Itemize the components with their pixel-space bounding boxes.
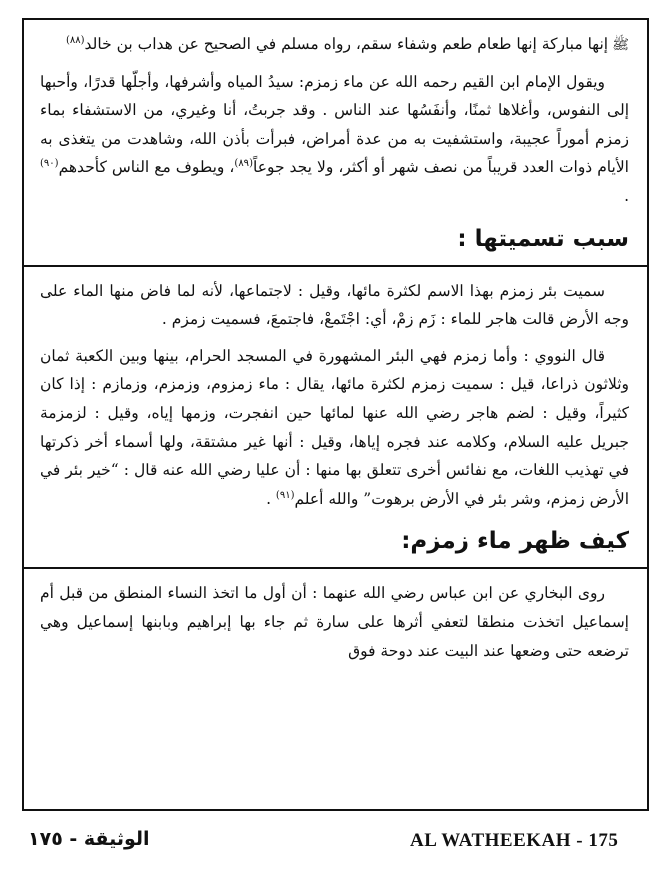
footnote-ref: (٨٩) xyxy=(234,158,253,170)
footnote-ref: (٩٠) xyxy=(40,158,59,170)
paragraph-text: . xyxy=(624,186,629,205)
page-footer xyxy=(0,830,671,870)
saw-symbol: ﷺ xyxy=(612,37,629,53)
page-frame xyxy=(22,18,649,811)
paragraph-text: قال النووي : وأما زمزم فهي البئر المشهورة في المسجد الحرام، بينها وبين الكعبة ثمان وثلاثون ذراعا، قيل : سميت زمزم لكثرة مائها، يقال : ماء زمزوم، وزمزم، وزمازم : إذا كان كثيراً، وقيل : لضم هاجر رضي الله عنها لمائها حين انفجرت، وزمها إياه، وقيل : لزمزمة جبريل عليه السلام، وكلامه عند فجره إياها، وقيل : أنها غير مشتقة، ولها أسماء أخر ذكرتها في تهذيب اللغات، مع نفائس أخرى تتعلق بها منها : أن عليا رضي الله عنه قال : “خير بئر في الأرض زمزم، وشر بئر في الأرض برهوت” والله أعلم xyxy=(40,346,629,508)
section-divider xyxy=(24,567,647,569)
article-body xyxy=(24,20,647,665)
footer-english-page-number: AL WATHEEKAH - 175 xyxy=(410,830,619,851)
paragraph-ibn-qayyim xyxy=(40,68,629,211)
paragraph-nawawi xyxy=(40,342,629,514)
paragraph-hadith xyxy=(40,30,629,60)
footnote-ref: (٩١) xyxy=(275,489,295,501)
footnote-ref: (٨٨) xyxy=(65,34,85,46)
paragraph-bukhari: روى البخاري عن ابن عباس رضي الله عنهما : أن أول ما اتخذ النساء المنطق من قبل أم إسماعيل اتخذت منطقا لتعفي أثرها على سارة ثم جاء بها إبراهيم وبابنها إسماعيل وهي ترضعه حتى وضعها عند البيت عند دوحة فوق xyxy=(40,584,629,660)
paragraph-text: ، ويطوف مع الناس كأحدهم xyxy=(58,158,235,177)
paragraph-text: . xyxy=(266,489,276,508)
section-divider xyxy=(24,265,647,267)
paragraph-text: ويقول الإمام ابن القيم رحمه الله عن ماء زمزم: سيدُ المياه وأشرفها، وأجلّها قدرًا، وأحبها إلى النفوس، وأغلاها ثمنًا، وأنفَسُها عند الناس . وقد جربتُ، أنا وغيري، من الاستشفاء بماء زمزم أموراً عجيبة، واستشفيت به من عدة أمراض، فبرأت بأذن الله، وشاهدت من يتغذى به الأيام ذوات العدد قريباً من نصف شهر أو أكثر، ولا يجد جوعاً xyxy=(40,72,629,177)
section-heading-origin: كيف ظهر ماء زمزم: xyxy=(401,528,629,555)
paragraph-naming: سميت بئر زمزم بهذا الاسم لكثرة مائها، وقيل : لاجتماعها، لأنه لما فاض منها الماء على وجه الأرض قالت هاجر للماء : زَم زمْ، أي: اجْتَمعْ، فاجتمعَ، فسميت زمزم . xyxy=(40,281,629,329)
paragraph-text: إنها مباركة إنها طعام طعم وشفاء سقم، رواه مسلم في الصحيح عن هداب بن خالد xyxy=(84,35,609,53)
section-heading-naming: سبب تسميتها : xyxy=(457,225,629,252)
footer-arabic-page-number: الوثيقة - ١٧٥ xyxy=(28,828,150,850)
